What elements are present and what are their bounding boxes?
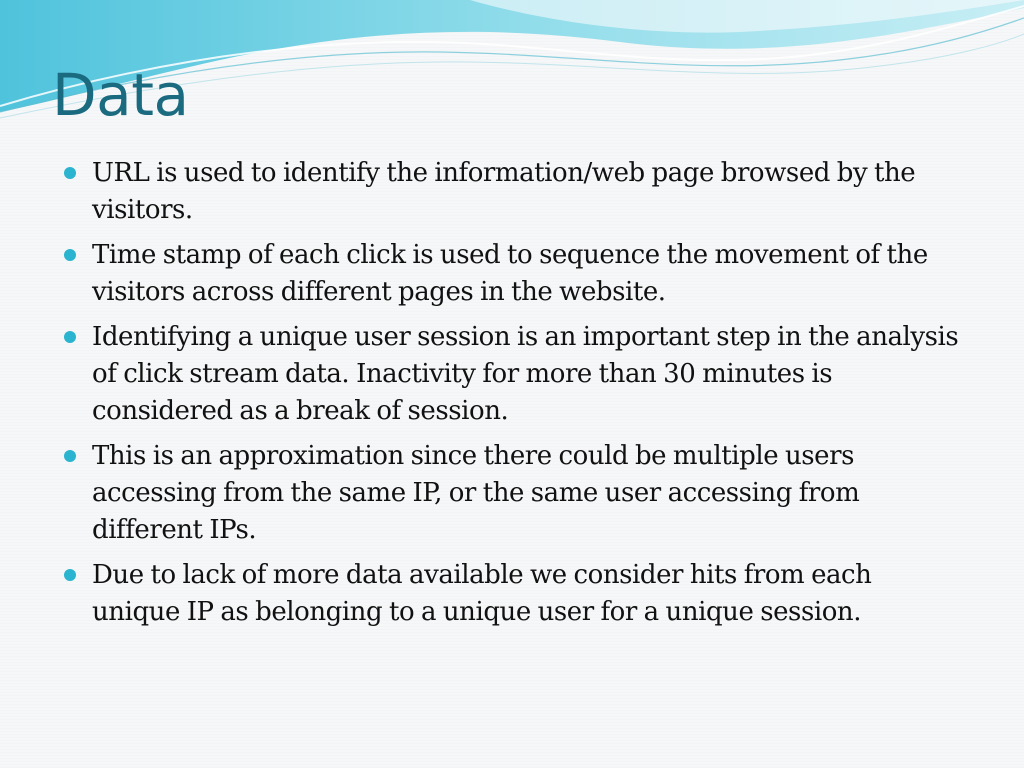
bullet-dot-icon <box>64 450 76 462</box>
bullet-dot-icon <box>64 167 76 179</box>
bullet-item <box>64 557 964 631</box>
bullet-dot-icon <box>64 569 76 581</box>
bullet-item <box>64 438 964 549</box>
bullet-dot-icon <box>64 331 76 343</box>
bullet-text: URL is used to identify the information/web page browsed by the visitors. <box>92 158 916 225</box>
bullet-item <box>64 319 964 430</box>
bullet-text: This is an approximation since there could be multiple users accessing from the same IP, or the same user accessing from different IPs. <box>92 441 860 545</box>
bullet-text: Due to lack of more data available we consider hits from each unique IP as belonging to a unique user for a unique session. <box>92 560 872 627</box>
bullet-text: Identifying a unique user session is an important step in the analysis of click stream data. Inactivity for more than 30 minutes is considered as a break of session. <box>92 322 959 426</box>
bullet-text: Time stamp of each click is used to sequence the movement of the visitors across different pages in the website. <box>92 240 928 307</box>
bullet-list <box>64 155 964 639</box>
bullet-item <box>64 237 964 311</box>
slide-title: Data <box>52 61 189 129</box>
bullet-item <box>64 155 964 229</box>
bullet-dot-icon <box>64 249 76 261</box>
